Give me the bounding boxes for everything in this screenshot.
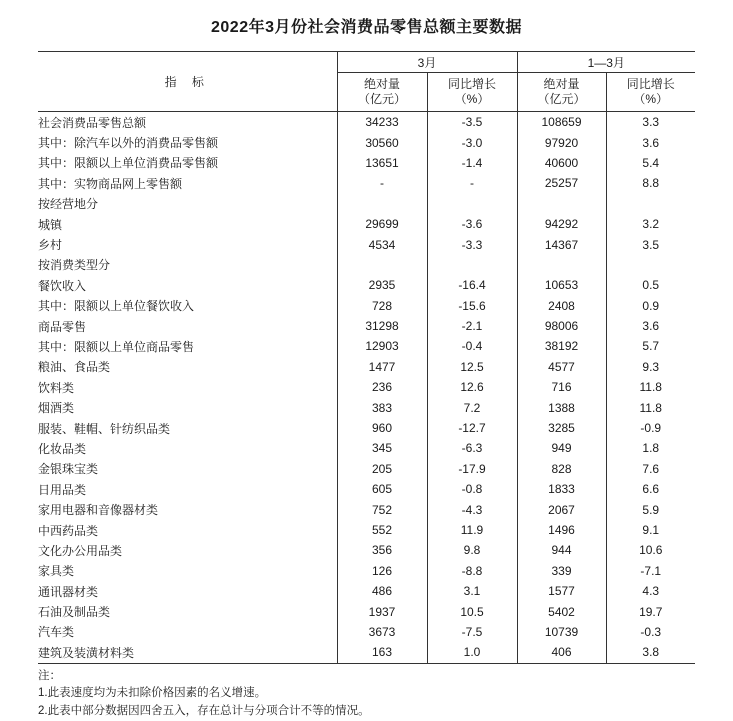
row-label: 建筑及装潢材料类	[38, 642, 337, 663]
cell-quarter-absolute: 14367	[517, 234, 606, 254]
cell-quarter-absolute: 2408	[517, 296, 606, 316]
cell-month-yoy: -3.0	[427, 132, 517, 152]
cell-month-yoy: 7.2	[427, 397, 517, 417]
cell-month-yoy: -8.8	[427, 561, 517, 581]
cell-month-absolute: 205	[337, 459, 427, 479]
row-label: 家用电器和音像器材类	[38, 503, 159, 518]
table-row	[38, 540, 695, 560]
table-row	[38, 173, 695, 193]
row-label: 城镇	[38, 217, 63, 232]
table-row	[38, 581, 695, 601]
cell-quarter-yoy: 3.3	[606, 112, 695, 133]
cell-month-yoy: -2.1	[427, 316, 517, 336]
cell-quarter-yoy: 3.8	[606, 642, 695, 663]
cell-quarter-absolute: 339	[517, 561, 606, 581]
row-label: 其中：实物商品网上零售额	[38, 176, 183, 191]
table-notes	[38, 664, 695, 721]
row-label: 社会消费品零售总额	[38, 115, 147, 130]
header-indicator: 指 标	[38, 52, 337, 112]
cell-month-absolute: 752	[337, 499, 427, 519]
table-body	[38, 112, 695, 664]
table-row	[38, 234, 695, 254]
cell-quarter-yoy: -0.9	[606, 418, 695, 438]
cell-quarter-absolute: 108659	[517, 112, 606, 133]
cell-quarter-absolute: 97920	[517, 132, 606, 152]
header-quarter-yoy	[606, 73, 695, 112]
row-label: 按消费类型分	[38, 258, 111, 273]
cell-month-yoy: -3.6	[427, 214, 517, 234]
cell-quarter-yoy: 3.6	[606, 316, 695, 336]
cell-month-absolute: 126	[337, 561, 427, 581]
cell-month-absolute: 356	[337, 540, 427, 560]
cell-month-yoy	[427, 194, 517, 214]
cell-quarter-yoy: 0.5	[606, 275, 695, 295]
cell-month-absolute: 486	[337, 581, 427, 601]
table-row	[38, 622, 695, 642]
cell-quarter-absolute: 25257	[517, 173, 606, 193]
cell-month-yoy: -3.5	[427, 112, 517, 133]
cell-month-yoy: -17.9	[427, 459, 517, 479]
table-row	[38, 275, 695, 295]
cell-month-absolute: 2935	[337, 275, 427, 295]
cell-quarter-absolute: 98006	[517, 316, 606, 336]
cell-month-yoy: 1.0	[427, 642, 517, 663]
cell-month-yoy: -7.5	[427, 622, 517, 642]
row-label: 其中：限额以上单位消费品零售额	[38, 156, 219, 171]
row-label: 餐饮收入	[38, 278, 87, 293]
cell-month-yoy: -	[427, 173, 517, 193]
row-label: 烟酒类	[38, 401, 75, 416]
cell-month-absolute: 29699	[337, 214, 427, 234]
header-group-quarter: 1—3月	[517, 52, 695, 73]
cell-month-yoy: 10.5	[427, 601, 517, 621]
cell-quarter-absolute: 38192	[517, 336, 606, 356]
cell-quarter-yoy: -7.1	[606, 561, 695, 581]
cell-month-absolute: -	[337, 173, 427, 193]
row-label: 服装、鞋帽、针纺织品类	[38, 421, 171, 436]
row-label: 日用品类	[38, 482, 87, 497]
cell-quarter-absolute: 1496	[517, 520, 606, 540]
row-label: 按经营地分	[38, 197, 99, 212]
notes-heading: 注：	[38, 669, 61, 682]
cell-quarter-yoy: -0.3	[606, 622, 695, 642]
header-quarter-absolute-line2: （亿元）	[537, 92, 586, 106]
cell-month-absolute: 30560	[337, 132, 427, 152]
cell-month-absolute: 383	[337, 397, 427, 417]
cell-quarter-absolute: 828	[517, 459, 606, 479]
header-month-absolute-line2: （亿元）	[357, 92, 406, 106]
header-month-yoy	[427, 73, 517, 112]
cell-month-yoy: -0.8	[427, 479, 517, 499]
cell-quarter-yoy: 3.6	[606, 132, 695, 152]
cell-month-absolute: 3673	[337, 622, 427, 642]
table-row	[38, 336, 695, 356]
header-month-yoy-line1: 同比增长	[447, 77, 496, 91]
cell-quarter-yoy: 6.6	[606, 479, 695, 499]
cell-quarter-absolute: 5402	[517, 601, 606, 621]
cell-quarter-yoy: 3.5	[606, 234, 695, 254]
cell-month-absolute: 163	[337, 642, 427, 663]
cell-month-yoy: 11.9	[427, 520, 517, 540]
cell-quarter-yoy: 9.3	[606, 357, 695, 377]
cell-quarter-absolute: 40600	[517, 153, 606, 173]
header-quarter-absolute-line1: 绝对量	[543, 77, 580, 91]
cell-quarter-absolute	[517, 255, 606, 275]
cell-month-yoy	[427, 255, 517, 275]
cell-quarter-absolute: 406	[517, 642, 606, 663]
cell-month-absolute: 13651	[337, 153, 427, 173]
row-label: 文化办公用品类	[38, 543, 123, 558]
cell-quarter-absolute: 94292	[517, 214, 606, 234]
cell-month-absolute: 960	[337, 418, 427, 438]
cell-quarter-yoy: 11.8	[606, 377, 695, 397]
cell-quarter-absolute: 3285	[517, 418, 606, 438]
note-line-1: 1.此表速度均为未扣除价格因素的名义增速。	[38, 687, 267, 700]
table-row	[38, 194, 695, 214]
table-row	[38, 459, 695, 479]
row-label: 商品零售	[38, 319, 87, 334]
table-row	[38, 438, 695, 458]
cell-month-yoy: -1.4	[427, 153, 517, 173]
header-quarter-yoy-line1: 同比增长	[626, 77, 675, 91]
table-row	[38, 153, 695, 173]
cell-month-absolute: 12903	[337, 336, 427, 356]
cell-month-absolute	[337, 255, 427, 275]
row-label: 汽车类	[38, 625, 75, 640]
row-label: 化妆品类	[38, 441, 87, 456]
cell-quarter-yoy: 8.8	[606, 173, 695, 193]
row-label: 家具类	[38, 564, 75, 579]
cell-month-yoy: 3.1	[427, 581, 517, 601]
cell-quarter-absolute: 1577	[517, 581, 606, 601]
row-label: 其中：限额以上单位餐饮收入	[38, 299, 195, 314]
cell-month-absolute: 4534	[337, 234, 427, 254]
cell-month-absolute	[337, 194, 427, 214]
cell-quarter-yoy	[606, 255, 695, 275]
cell-quarter-absolute: 1388	[517, 397, 606, 417]
cell-month-absolute: 1937	[337, 601, 427, 621]
row-label: 饮料类	[38, 380, 75, 395]
cell-quarter-yoy: 5.4	[606, 153, 695, 173]
table-row	[38, 601, 695, 621]
cell-quarter-yoy: 0.9	[606, 296, 695, 316]
cell-quarter-yoy: 4.3	[606, 581, 695, 601]
header-month-yoy-line2: （%）	[454, 92, 490, 106]
header-group-month: 3月	[337, 52, 517, 73]
cell-month-absolute: 605	[337, 479, 427, 499]
cell-month-yoy: -16.4	[427, 275, 517, 295]
cell-month-yoy: -15.6	[427, 296, 517, 316]
cell-quarter-absolute: 10739	[517, 622, 606, 642]
cell-quarter-yoy: 3.2	[606, 214, 695, 234]
header-quarter-yoy-line2: （%）	[633, 92, 669, 106]
header-quarter-absolute	[517, 73, 606, 112]
table-row	[38, 499, 695, 519]
cell-month-yoy: -0.4	[427, 336, 517, 356]
row-label: 其中：限额以上单位商品零售	[38, 339, 195, 354]
row-label: 乡村	[38, 238, 63, 253]
row-label: 金银珠宝类	[38, 462, 99, 477]
table-row	[38, 255, 695, 275]
table-row	[38, 520, 695, 540]
table-row	[38, 377, 695, 397]
cell-quarter-absolute: 716	[517, 377, 606, 397]
header-month-absolute	[337, 73, 427, 112]
cell-quarter-yoy: 5.9	[606, 499, 695, 519]
page-title: 2022年3月份社会消费品零售总额主要数据	[211, 19, 522, 36]
table-row	[38, 357, 695, 377]
row-label: 通讯器材类	[38, 584, 99, 599]
note-line-2: 2.此表中部分数据因四舍五入，存在总计与分项合计不等的情况。	[38, 705, 370, 718]
cell-quarter-yoy: 19.7	[606, 601, 695, 621]
row-label: 石油及制品类	[38, 605, 111, 620]
cell-month-absolute: 728	[337, 296, 427, 316]
cell-quarter-yoy: 1.8	[606, 438, 695, 458]
cell-month-yoy: -12.7	[427, 418, 517, 438]
cell-quarter-yoy: 5.7	[606, 336, 695, 356]
cell-month-yoy: -3.3	[427, 234, 517, 254]
cell-month-absolute: 345	[337, 438, 427, 458]
row-label: 粮油、食品类	[38, 360, 111, 375]
cell-month-absolute: 236	[337, 377, 427, 397]
retail-sales-table	[38, 51, 695, 664]
row-label: 其中：除汽车以外的消费品零售额	[38, 136, 219, 151]
cell-quarter-yoy	[606, 194, 695, 214]
cell-month-absolute: 552	[337, 520, 427, 540]
cell-quarter-absolute: 949	[517, 438, 606, 458]
cell-month-absolute: 31298	[337, 316, 427, 336]
cell-month-yoy: -4.3	[427, 499, 517, 519]
cell-quarter-yoy: 7.6	[606, 459, 695, 479]
table-row	[38, 132, 695, 152]
row-label: 中西药品类	[38, 523, 99, 538]
cell-month-yoy: 12.5	[427, 357, 517, 377]
table-row	[38, 214, 695, 234]
cell-month-absolute: 34233	[337, 112, 427, 133]
table-row	[38, 397, 695, 417]
table-row	[38, 561, 695, 581]
cell-quarter-yoy: 11.8	[606, 397, 695, 417]
header-month-absolute-line1: 绝对量	[363, 77, 400, 91]
cell-quarter-absolute	[517, 194, 606, 214]
table-row	[38, 296, 695, 316]
table-row	[38, 112, 695, 133]
cell-quarter-absolute: 1833	[517, 479, 606, 499]
cell-month-absolute: 1477	[337, 357, 427, 377]
cell-quarter-absolute: 10653	[517, 275, 606, 295]
cell-quarter-absolute: 2067	[517, 499, 606, 519]
cell-month-yoy: -6.3	[427, 438, 517, 458]
table-row	[38, 642, 695, 663]
cell-quarter-yoy: 9.1	[606, 520, 695, 540]
table-header	[38, 52, 695, 112]
cell-quarter-yoy: 10.6	[606, 540, 695, 560]
table-row	[38, 418, 695, 438]
cell-month-yoy: 9.8	[427, 540, 517, 560]
table-row	[38, 479, 695, 499]
cell-quarter-absolute: 944	[517, 540, 606, 560]
cell-quarter-absolute: 4577	[517, 357, 606, 377]
table-header-top-row	[38, 52, 695, 73]
cell-month-yoy: 12.6	[427, 377, 517, 397]
table-row	[38, 316, 695, 336]
